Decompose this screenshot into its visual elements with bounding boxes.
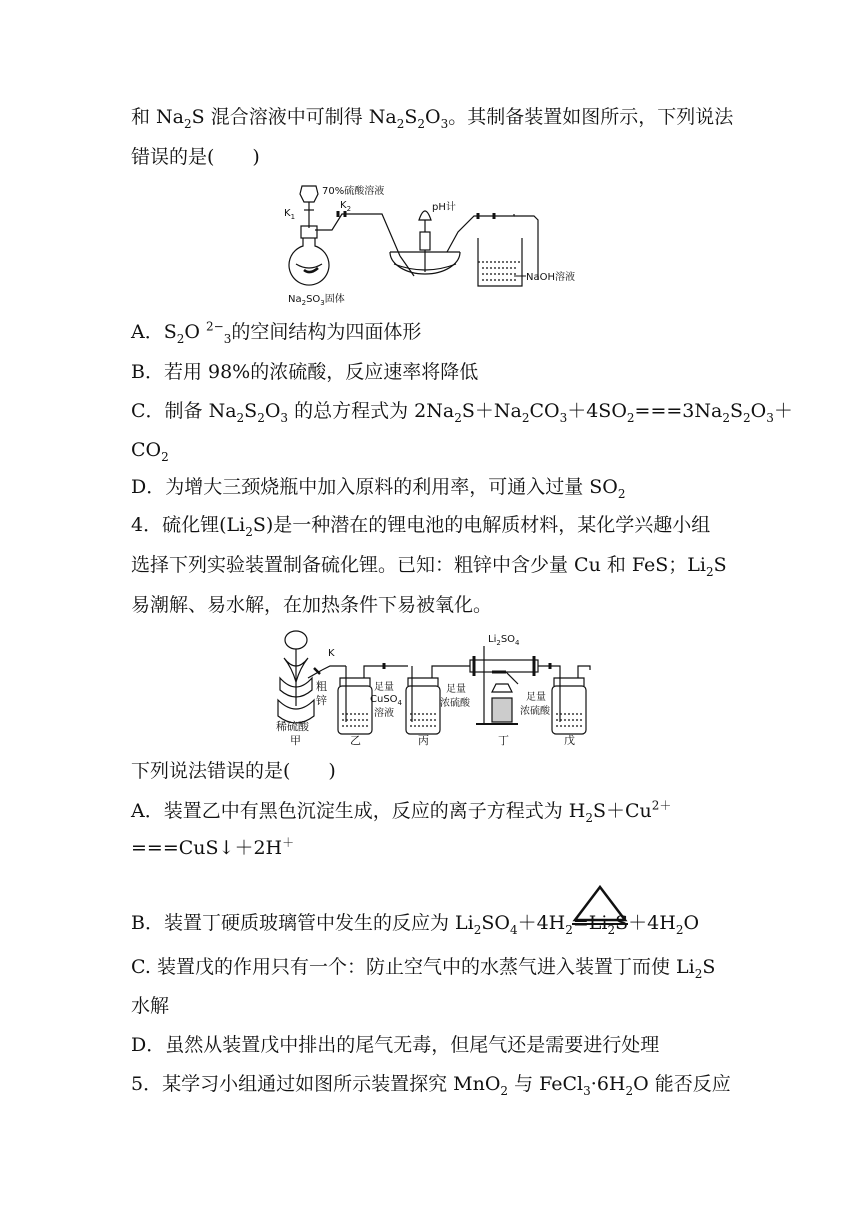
label-ph-meter: pH计 [432, 202, 456, 213]
text-run: 3 [223, 331, 232, 346]
text-run: 3 [559, 410, 568, 425]
text-run: 和 Na [131, 106, 184, 128]
text-run: 2 [607, 922, 616, 937]
text-line [131, 513, 710, 537]
text-run: 2 [257, 410, 265, 425]
label-li2so4: $Li_2SO_4$ [488, 634, 520, 647]
label-valve-k: K [328, 648, 335, 659]
text-run: 2 [521, 410, 530, 425]
text-run: 3 [766, 410, 774, 425]
text-run: O [184, 321, 207, 343]
text-run: 下列说法错误的是( ) [131, 760, 336, 782]
text-line [131, 320, 421, 344]
text-run: A．S [131, 321, 177, 343]
text-line [131, 955, 715, 979]
label-solid: $Na_2SO_3$固体 [288, 294, 345, 307]
text-run: 2− [206, 319, 224, 334]
figure-sodium-thiosulfate-apparatus [282, 180, 622, 308]
text-run: O [683, 912, 700, 934]
label-e-2: 浓硫酸 [520, 706, 550, 717]
text-run: 2 [161, 449, 169, 464]
label-acid: 70%硫酸溶液 [322, 186, 385, 197]
text-run: 易潮解、易水解，在加热条件下易被氧化。 [131, 594, 493, 616]
text-line [131, 105, 733, 129]
apparatus-name-e: 戊 [564, 734, 575, 747]
text-run: ＋ [282, 835, 295, 850]
text-run: O [264, 400, 281, 422]
apparatus-name-a: 甲 [290, 734, 301, 747]
label-c-2: 浓硫酸 [440, 698, 470, 709]
text-run: 的总方程式为 2Na [288, 400, 455, 422]
text-run: 2 [565, 922, 573, 937]
text-run: 4．硫化锂(Li [131, 514, 246, 536]
text-run: D．虽然从装置戊中排出的尾气无毒，但尾气还是需要进行处理 [131, 1034, 660, 1056]
text-run: 2 [675, 922, 684, 937]
text-run: 2 [454, 410, 462, 425]
text-run: O 能否反应 [633, 1073, 731, 1095]
text-run: 2 [585, 810, 593, 825]
text-run: O [750, 400, 767, 422]
label-k2: $K_2$ [340, 200, 352, 213]
text-run: O [425, 106, 441, 128]
text-run: 3 [440, 116, 449, 131]
text-run: S＋Na [461, 400, 522, 422]
text-run: S)是一种潜在的锂电池的电解质材料，某化学兴趣小组 [252, 514, 711, 536]
text-run: 。其制备装置如图所示，下列说法 [448, 106, 734, 128]
text-run: 错误的是( ) [131, 146, 260, 168]
text-line [131, 145, 260, 169]
text-run: S＋4H [615, 912, 676, 934]
text-run: C. 装置戊的作用只有一个：防止空气中的水蒸气进入装置丁而使 Li [131, 956, 695, 978]
text-run: 选择下列实验装置制备硫化锂。已知：粗锌中含少量 Cu 和 FeS；Li [131, 554, 706, 576]
text-run: =Li [572, 912, 608, 934]
text-run: 2 [706, 564, 714, 579]
label-c-1: 足量 [446, 684, 466, 695]
text-run: 4 [509, 922, 518, 937]
text-run: 2 [245, 524, 253, 539]
text-run: 3 [280, 410, 289, 425]
text-run: 水解 [131, 995, 170, 1017]
text-run: 2 [236, 410, 245, 425]
text-run: S [702, 956, 716, 978]
text-run: SO [481, 912, 510, 934]
text-run: S [730, 400, 744, 422]
text-run: 与 FeCl [508, 1073, 584, 1095]
text-run: S [404, 106, 418, 128]
text-run: 2 [184, 116, 192, 131]
text-line [131, 475, 626, 499]
text-run: C．制备 Na [131, 400, 237, 422]
text-run: S [713, 554, 727, 576]
apparatus-name-d: 丁 [498, 734, 509, 747]
label-naoh: NaOH溶液 [526, 272, 575, 283]
text-run: ＋4SO [567, 400, 627, 422]
text-line [131, 438, 169, 462]
text-run: ===CuS↓＋2H [131, 837, 283, 859]
text-run: ===3Na [634, 400, 723, 422]
text-run: CO [529, 400, 560, 422]
text-run: 2 [626, 410, 635, 425]
text-line [131, 911, 699, 935]
text-run: 2 [396, 116, 405, 131]
text-run: A．装置乙中有黑色沉淀生成，反应的离子方程式为 H [131, 800, 586, 822]
label-b-1: 足量 [374, 682, 394, 693]
text-run: ·6H [590, 1073, 626, 1095]
text-line [131, 399, 793, 423]
text-line [131, 994, 169, 1018]
text-run: 3 [583, 1083, 591, 1098]
text-run: 2＋ [651, 798, 672, 813]
label-crude-zinc-1: 粗 [316, 680, 327, 693]
text-run: 2 [176, 331, 185, 346]
text-run: CO [131, 439, 162, 461]
text-run: 的空间结构为四面体形 [231, 321, 422, 343]
text-run: S [244, 400, 258, 422]
text-run: 2 [743, 410, 751, 425]
label-crude-zinc-2: 锌 [316, 694, 327, 707]
label-e-1: 足量 [526, 692, 546, 703]
text-run: 2 [722, 410, 730, 425]
text-run: ＋4H [517, 912, 566, 934]
text-line [131, 593, 492, 617]
apparatus-name-b: 乙 [350, 734, 361, 747]
text-run: B．装置丁硬质玻璃管中发生的反应为 Li [131, 912, 474, 934]
label-k1: $K_1$ [284, 208, 296, 221]
text-run: 2 [694, 966, 703, 981]
text-run: S＋Cu [592, 800, 652, 822]
label-dilute-acid: 稀硫酸 [276, 720, 309, 733]
apparatus-name-c: 丙 [418, 734, 429, 747]
text-run: D．为增大三颈烧瓶中加入原料的利用率，可通入过量 SO [131, 476, 618, 498]
label-b-2: CuSO$_4$ [370, 694, 403, 707]
text-run: 2 [500, 1083, 509, 1098]
text-run: 2 [617, 486, 626, 501]
text-run: B．若用 98%的浓硫酸，反应速率将降低 [131, 361, 479, 383]
text-run: 5．某学习小组通过如图所示装置探究 MnO [131, 1073, 501, 1095]
text-line [131, 799, 671, 823]
text-line [131, 553, 727, 577]
text-line [131, 836, 294, 860]
text-run: ＋ [773, 400, 793, 422]
figure-lithium-sulfide-apparatus [270, 626, 600, 748]
label-b-3: 溶液 [374, 708, 394, 719]
text-run: 2 [625, 1083, 634, 1098]
text-line [131, 1072, 731, 1096]
text-line [131, 759, 336, 783]
text-run: 2 [473, 922, 482, 937]
text-run: S 混合溶液中可制得 Na [191, 106, 397, 128]
text-line [131, 1033, 659, 1057]
text-line [131, 360, 478, 384]
text-run: 2 [417, 116, 426, 131]
